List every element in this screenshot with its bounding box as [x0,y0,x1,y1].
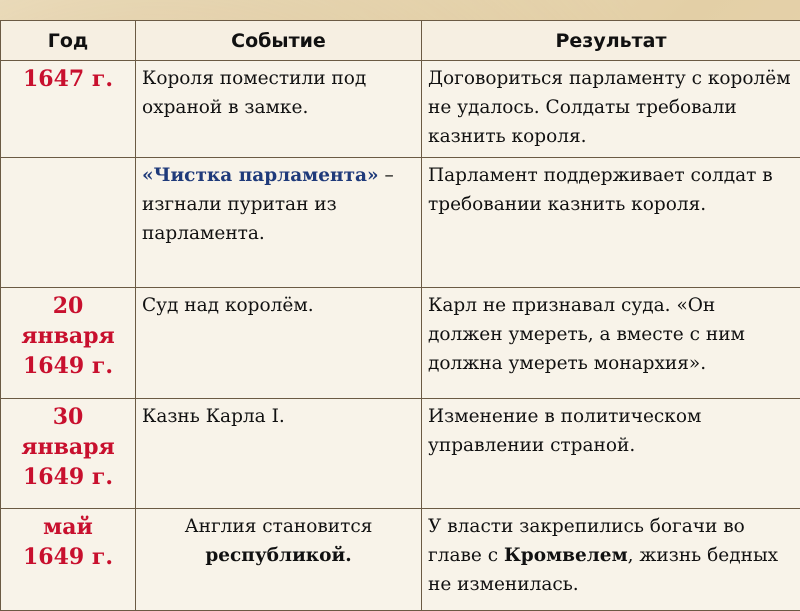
result-bold: Кромвелем [504,545,628,566]
year-cell [1,288,136,399]
year-line: января [1,321,135,351]
year-line: 1649 г. [1,351,135,381]
year-cell [1,399,136,509]
event-pre: Англия становится [142,512,415,541]
year-line: января [1,432,135,462]
result-cell [422,509,800,611]
event-cell: Короля поместили под охраной в замке. [136,61,422,158]
result-cell: Карл не признавал суда. «Он должен умереть, а вместе с ним должна умереть монархия». [422,288,800,399]
year-line: 30 [1,402,135,432]
result-post: , жизнь бедных не изменилась. [428,545,778,595]
table-row [1,158,800,288]
result-pre: У власти закрепились богачи во главе с [428,516,745,566]
result-cell: Изменение в политическом управлении страной. [422,399,800,509]
year-line: 1647 г. [1,64,135,94]
header-row [1,21,800,61]
events-table [0,20,800,611]
table-row [1,399,800,509]
year-line: 1649 г. [1,542,135,572]
year-line: 1649 г. [1,462,135,492]
event-cell [136,509,422,611]
year-line: 20 [1,291,135,321]
history-table-slide [0,20,800,595]
year-line: май [1,512,135,542]
event-rest: – изгнали пуритан из парламента. [142,165,394,244]
event-cell [136,158,422,288]
year-cell [1,509,136,611]
event-highlight: «Чистка парламента» [142,165,379,186]
year-cell [1,158,136,288]
result-cell: Парламент поддерживает солдат в требовании казнить короля. [422,158,800,288]
result-cell: Договориться парламенту с королём не удалось. Солдаты требовали казнить короля. [422,61,800,158]
table-row [1,288,800,399]
table-row [1,61,800,158]
event-bold: республикой. [205,545,351,566]
header-result: Результат [422,21,800,61]
year-cell [1,61,136,158]
header-year: Год [1,21,136,61]
header-event: Событие [136,21,422,61]
table-row [1,509,800,611]
event-cell: Казнь Карла I. [136,399,422,509]
event-cell: Суд над королём. [136,288,422,399]
